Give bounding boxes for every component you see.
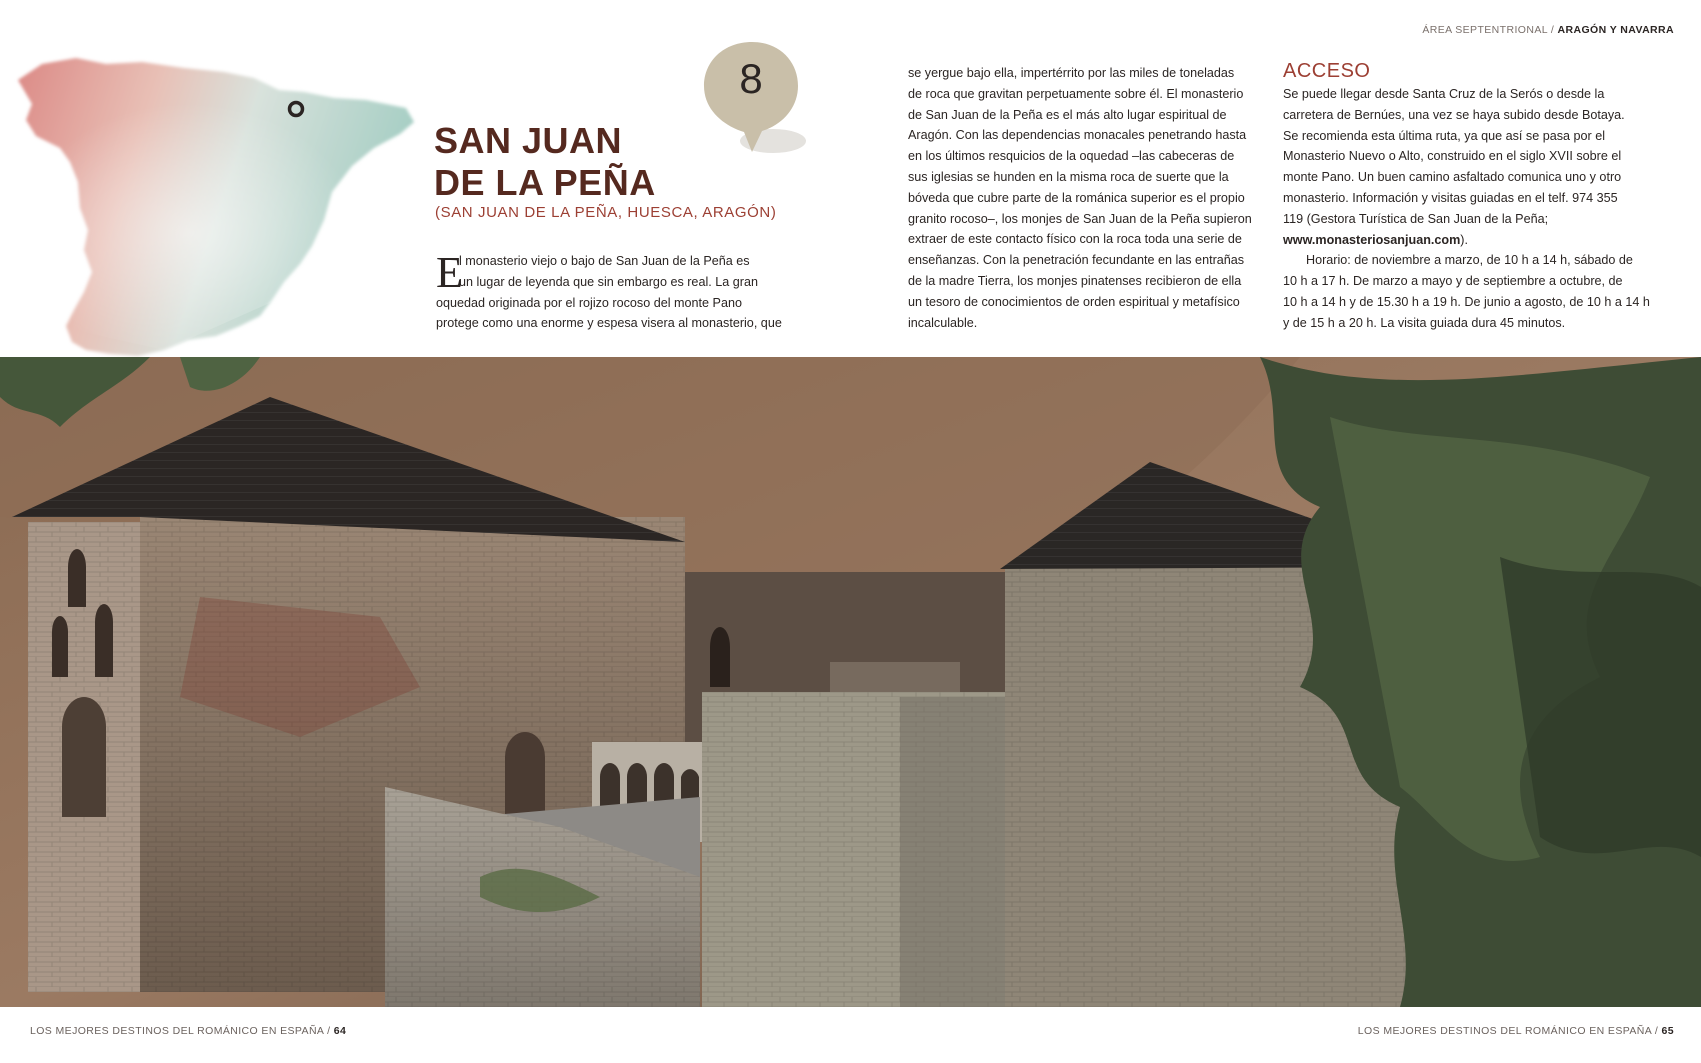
text-line: en los últimos resquicios de la oquedad –las cabeceras de bbox=[908, 149, 1235, 164]
header-separator: / bbox=[1547, 24, 1558, 36]
text-line: un lugar de leyenda que sin embargo es real. La gran bbox=[459, 274, 758, 289]
text-line: 10 h a 17 h. De marzo a mayo y de septiembre a octubre, de bbox=[1283, 274, 1623, 289]
footer-right bbox=[1358, 1025, 1674, 1037]
text-line: 10 h a 14 h y de 15.30 h a 19 h. De junio a agosto, de 10 h a 14 h bbox=[1283, 294, 1650, 309]
text-line: Horario: de noviembre a marzo, de 10 h a 14 h, sábado de bbox=[1306, 253, 1633, 268]
text-line: l monasterio viejo o bajo de San Juan de la Peña es bbox=[459, 254, 750, 268]
page-subtitle: (SAN JUAN DE LA PEÑA, HUESCA, ARAGÓN) bbox=[435, 204, 777, 221]
text-line: Se recomienda esta última ruta, ya que así se pasa por el bbox=[1283, 128, 1606, 143]
text-line: monte Pano. Un buen camino asfaltado comunica uno y otro bbox=[1283, 170, 1622, 185]
text-line: granito rocoso–, los monjes de San Juan de la Peña supieron bbox=[908, 211, 1252, 226]
text-line: de la madre Tierra, los monjes pinatenses recibieron de ella bbox=[908, 273, 1242, 288]
website-line bbox=[1283, 230, 1663, 251]
spain-map bbox=[14, 50, 420, 366]
section-name: ÁREA SEPTENTRIONAL bbox=[1422, 24, 1548, 36]
body-column-1 bbox=[436, 248, 806, 334]
text-line: protege como una enorme y espesa visera al monasterio, que bbox=[436, 316, 782, 331]
title-line-1: SAN JUAN bbox=[434, 120, 623, 161]
text-line: bóveda que cubre parte de la románica superior es el propio bbox=[908, 190, 1245, 205]
text-line: de San Juan de la Peña es el más alto lugar espiritual de bbox=[908, 107, 1227, 122]
footer-left bbox=[30, 1025, 346, 1037]
text-line: y de 15 h a 20 h. La visita guiada dura 45 minutos. bbox=[1283, 315, 1566, 330]
website-link[interactable]: www.monasteriosanjuan.com bbox=[1283, 232, 1461, 247]
drop-cap: E bbox=[436, 248, 463, 297]
region-name: ARAGÓN Y NAVARRA bbox=[1557, 24, 1674, 36]
footer-separator: / bbox=[1651, 1025, 1662, 1037]
text-line: extraer de este contacto físico con la roca toda una serie de bbox=[908, 232, 1242, 247]
page-number-right: 65 bbox=[1661, 1025, 1674, 1037]
text-line: monasterio. Información y visitas guiadas en el telf. 974 355 bbox=[1283, 190, 1618, 205]
body-column-2 bbox=[908, 63, 1268, 333]
badge-number: 8 bbox=[739, 55, 763, 102]
text-line: Se puede llegar desde Santa Cruz de la Serós o desde la bbox=[1283, 87, 1605, 101]
footer-left-text: LOS MEJORES DESTINOS DEL ROMÁNICO EN ESPAÑA bbox=[30, 1025, 324, 1037]
text-line: un tesoro de conocimientos de orden espiritual y metafísico bbox=[908, 294, 1240, 309]
text-line: enseñanzas. Con la penetración fecundante en las entrañas bbox=[908, 253, 1245, 268]
monastery-photo bbox=[0, 357, 1701, 1007]
text-line: sus iglesias se hunden en la misma roca de suerte que la bbox=[908, 169, 1229, 184]
access-heading: ACCESO bbox=[1283, 60, 1371, 82]
text-line: 119 (Gestora Turística de San Juan de la Peña; bbox=[1283, 211, 1549, 226]
text-line: Monasterio Nuevo o Alto, construido en el siglo XVII sobre el bbox=[1283, 149, 1622, 164]
text-line: Aragón. Con las dependencias monacales penetrando hasta bbox=[908, 128, 1247, 143]
page-number-left: 64 bbox=[333, 1025, 347, 1037]
website-suffix: ). bbox=[1460, 232, 1468, 247]
access-column bbox=[1283, 84, 1663, 334]
text-line: incalculable. bbox=[908, 315, 978, 330]
footer-separator: / bbox=[323, 1025, 334, 1037]
text-line: oquedad originada por el rojizo rocoso del monte Pano bbox=[436, 295, 742, 310]
text-line: carretera de Bernúes, una vez se haya subido desde Botaya. bbox=[1283, 107, 1625, 122]
page-title bbox=[434, 120, 656, 204]
text-line: de roca que gravitan perpetuamente sobre él. El monasterio bbox=[908, 86, 1244, 101]
text-line: se yergue bajo ella, impertérrito por las miles de toneladas bbox=[908, 66, 1235, 80]
title-line-2: DE LA PEÑA bbox=[434, 162, 656, 203]
footer-right-text: LOS MEJORES DESTINOS DEL ROMÁNICO EN ESPAÑA bbox=[1357, 1025, 1652, 1037]
section-header bbox=[1422, 24, 1674, 36]
